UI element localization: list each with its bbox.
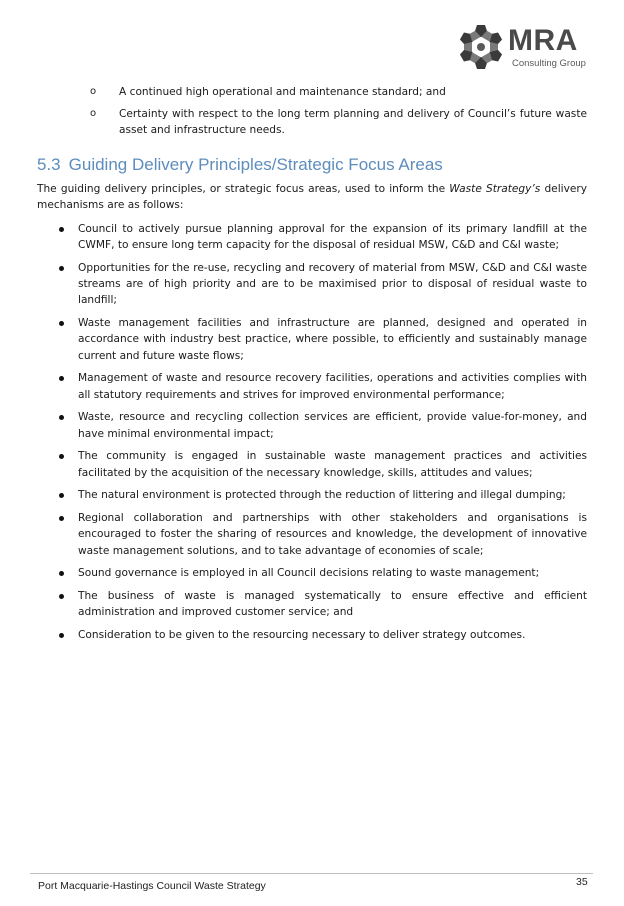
list-item-text: Opportunities for the re-use, recycling and recovery of material from MSW, C&D and C&I waste streams are of high priority and are to be maximised prior to disposal of residual waste to landfill; xyxy=(78,262,587,307)
sub-list-item-text: Certainty with respect to the long term planning and delivery of Council’s future waste asset and infrastructure needs. xyxy=(119,108,587,137)
sub-list-item xyxy=(37,84,587,100)
list-item-text: Regional collaboration and partnerships with other stakeholders and organisations is encouraged to foster the sharing of resources and knowledge, the development of innovative waste management solutions, and to take advantage of economies of scale; xyxy=(78,512,587,557)
section-heading xyxy=(37,155,587,175)
list-item-text: The natural environment is protected through the reduction of littering and illegal dumping; xyxy=(78,489,566,502)
list-item xyxy=(37,221,587,253)
bullet-icon xyxy=(59,454,64,459)
circle-bullet-icon: o xyxy=(90,108,97,120)
bullet-icon xyxy=(59,493,64,498)
list-item-text: The community is engaged in sustainable waste management practices and activities facilitated by the acquisition of the necessary knowledge, skills, attitudes and values; xyxy=(78,450,587,479)
list-item-text: Consideration to be given to the resourcing necessary to deliver strategy outcomes. xyxy=(78,629,526,642)
bullet-icon xyxy=(59,376,64,381)
sub-list-item xyxy=(37,106,587,138)
page-number: 35 xyxy=(576,876,588,888)
list-item-text: Council to actively pursue planning approval for the expansion of its primary landfill at the CWMF, to ensure long term capacity for the disposal of residual MSW, C&D and C&I waste; xyxy=(78,223,587,252)
list-item xyxy=(37,260,587,309)
list-item-text: The business of waste is managed systematically to ensure effective and efficient administration and improved customer service; and xyxy=(78,590,587,619)
list-item xyxy=(37,510,587,559)
mra-logo xyxy=(456,22,602,72)
page-content xyxy=(37,84,587,650)
list-item xyxy=(37,370,587,402)
bullet-icon xyxy=(59,415,64,420)
bullet-icon xyxy=(59,571,64,576)
mra-emblem-icon xyxy=(456,22,506,72)
bullet-icon xyxy=(59,633,64,638)
list-item xyxy=(37,315,587,364)
intro-paragraph xyxy=(37,181,587,213)
footer-document-title: Port Macquarie-Hastings Council Waste Strategy xyxy=(38,880,266,892)
list-item-text: Sound governance is employed in all Council decisions relating to waste management; xyxy=(78,567,540,580)
bullet-icon xyxy=(59,227,64,232)
list-item xyxy=(37,448,587,480)
list-item xyxy=(37,487,587,503)
intro-emphasis: Waste Strategy’s xyxy=(449,182,541,195)
section-number: 5.3 xyxy=(37,154,61,174)
bullet-icon xyxy=(59,594,64,599)
list-item-text: Waste management facilities and infrastructure are planned, designed and operated in accordance with industry best practice, where possible, to efficiently and sustainably manage current and future waste flows; xyxy=(78,317,587,362)
circle-bullet-icon: o xyxy=(90,86,97,97)
bullet-icon xyxy=(59,321,64,326)
intro-text-end: delivery mechanisms are as follows: xyxy=(37,182,587,211)
list-item-text: Waste, resource and recycling collection services are efficient, provide value-for-money, and have minimal environmental impact; xyxy=(78,411,587,440)
intro-text-start: The guiding delivery principles, or strategic focus areas, used to inform the xyxy=(37,182,450,195)
list-item xyxy=(37,409,587,441)
logo-name: MRA xyxy=(508,24,578,57)
principles-list xyxy=(37,221,587,643)
section-title: Guiding Delivery Principles/Strategic Focus Areas xyxy=(68,154,443,174)
list-item xyxy=(37,627,587,643)
list-item xyxy=(37,588,587,620)
bullet-icon xyxy=(59,266,64,271)
list-item-text: Management of waste and resource recovery facilities, operations and activities complies with all statutory requirements and strives for improved environmental performance; xyxy=(78,372,587,401)
sub-list-item-text: A continued high operational and maintenance standard; and xyxy=(119,86,446,98)
footer-divider xyxy=(30,873,593,874)
list-item xyxy=(37,565,587,581)
sub-list xyxy=(37,84,587,139)
logo-subtitle: Consulting Group xyxy=(512,58,586,69)
bullet-icon xyxy=(59,516,64,521)
